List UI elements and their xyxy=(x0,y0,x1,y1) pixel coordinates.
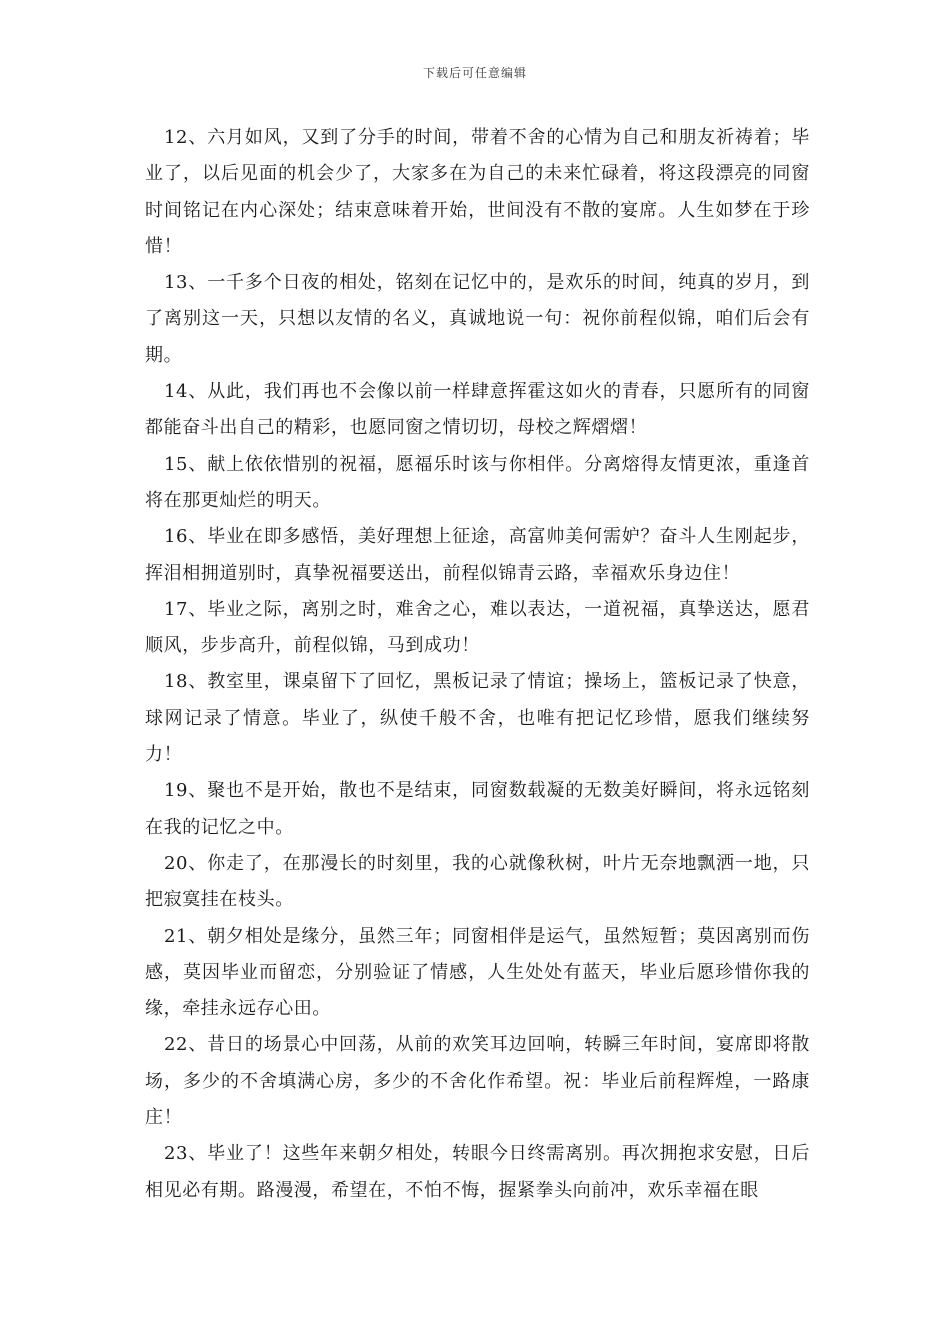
paragraph-16: 16、毕业在即多感悟，美好理想上征途，高富帅美何需妒？奋斗人生刚起步，挥泪相拥道别时，真挚祝福要送出，前程似锦青云路，幸福欢乐身边住！ xyxy=(145,526,810,584)
paragraph-22: 22、昔日的场景心中回荡，从前的欢笑耳边回响，转瞬三年时间，宴席即将散场，多少的不舍填满心房，多少的不舍化作希望。祝：毕业后前程辉煌，一路康庄！ xyxy=(145,1034,810,1129)
paragraph-23: 23、毕业了！这些年来朝夕相处，转眼今日终需离别。再次拥抱求安慰，日后相见必有期。路漫漫，希望在，不怕不悔，握紧拳头向前冲，欢乐幸福在眼 xyxy=(145,1143,810,1201)
paragraph-12: 12、六月如风，又到了分手的时间，带着不舍的心情为自己和朋友祈祷着；毕业了，以后见面的机会少了，大家多在为自己的未来忙碌着，将这段漂亮的同窗时间铭记在内心深处；结束意味着开始，世间没有不散的宴席。人生如梦在于珍惜！ xyxy=(145,127,810,257)
page-header: 下载后可任意编辑 xyxy=(422,66,527,80)
paragraph-14: 14、从此，我们再也不会像以前一样肆意挥霍这如火的青春，只愿所有的同窗都能奋斗出自己的精彩，也愿同窗之情切切，母校之辉熠熠！ xyxy=(145,381,810,439)
paragraph-17: 17、毕业之际，离别之时，难舍之心，难以表达，一道祝福，真挚送达，愿君顺风，步步高升，前程似锦，马到成功！ xyxy=(145,598,810,657)
paragraph-20: 20、你走了，在那漫长的时刻里，我的心就像秋树，叶片无奈地飘洒一地，只把寂寞挂在枝头。 xyxy=(145,852,810,911)
paragraph-13: 13、一千多个日夜的相处，铭刻在记忆中的，是欢乐的时间，纯真的岁月，到了离别这一天，只想以友情的名义，真诚地说一句：祝你前程似锦，咱们后会有期。 xyxy=(145,272,810,366)
paragraph-21: 21、朝夕相处是缘分，虽然三年；同窗相伴是运气，虽然短暂；莫因离别而伤感，莫因毕业而留恋，分别验证了情感，人生处处有蓝天，毕业后愿珍惜你我的缘，牵挂永远存心田。 xyxy=(145,925,810,1020)
paragraph-18: 18、教室里，课桌留下了回忆，黑板记录了情谊；操场上，篮板记录了快意，球网记录了情意。毕业了，纵使千般不舍，也唯有把记忆珍惜，愿我们继续努力！ xyxy=(145,671,810,766)
document-body xyxy=(145,120,810,1209)
paragraph-15: 15、献上依依惜别的祝福，愿福乐时该与你相伴。分离熔得友情更浓，重逢首将在那更灿烂的明天。 xyxy=(145,453,810,511)
paragraph-19: 19、聚也不是开始，散也不是结束，同窗数载凝的无数美好瞬间，将永远铭刻在我的记忆之中。 xyxy=(145,780,810,838)
